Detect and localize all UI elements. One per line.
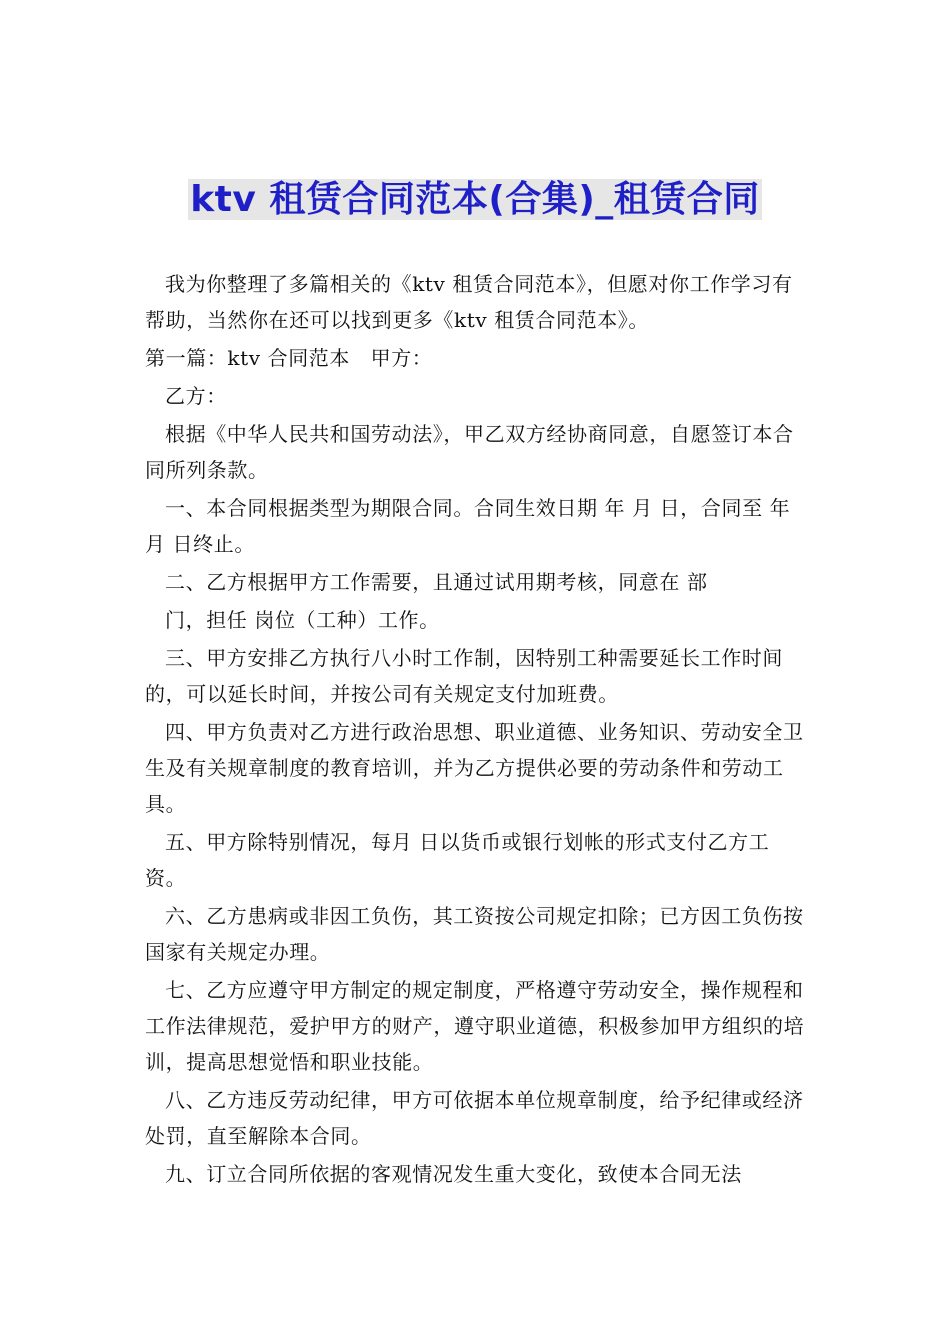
paragraph-clause-4: 四、甲方负责对乙方进行政治思想、职业道德、业务知识、劳动安全卫生及有关规章制度的教育培训，并为乙方提供必要的劳动条件和劳动工具。 bbox=[145, 720, 804, 816]
paragraph-clause-8: 八、乙方违反劳动纪律，甲方可依据本单位规章制度，给予纪律或经济处罚，直至解除本合同。 bbox=[145, 1088, 804, 1148]
paragraph-clause-7: 七、乙方应遵守甲方制定的规定制度，严格遵守劳动安全，操作规程和工作法律规范，爱护甲方的财产，遵守职业道德，积极参加甲方组织的培训，提高思想觉悟和职业技能。 bbox=[145, 978, 805, 1074]
paragraph-clause-6: 六、乙方患病或非因工负伤，其工资按公司规定扣除；已方因工负伤按国家有关规定办理。 bbox=[145, 904, 804, 964]
paragraph-clause-3: 三、甲方安排乙方执行八小时工作制，因特别工种需要延长工作时间的，可以延长时间，并按公司有关规定支付加班费。 bbox=[145, 646, 783, 706]
document-title bbox=[145, 176, 805, 224]
paragraph-party-b: 乙方： bbox=[165, 384, 227, 408]
document-body bbox=[145, 266, 805, 1192]
paragraph-clause-1: 一、本合同根据类型为期限合同。合同生效日期 年 月 日，合同至 年 月 日终止。 bbox=[145, 496, 791, 556]
paragraph-intro: 我为你整理了多篇相关的《ktv 租赁合同范本》，但愿对你工作学习有帮助，当然你在还可以找到更多《ktv 租赁合同范本》。 bbox=[145, 272, 793, 332]
paragraph-clause-2: 二、乙方根据甲方工作需要，且通过试用期考核，同意在 部 bbox=[165, 570, 708, 594]
paragraph-clause-5: 五、甲方除特别情况，每月 日以货币或银行划帐的形式支付乙方工资。 bbox=[145, 830, 770, 890]
paragraph-preamble: 根据《中华人民共和国劳动法》，甲乙双方经协商同意，自愿签订本合同所列条款。 bbox=[145, 422, 794, 482]
document-title-text: ktv 租赁合同范本(合集)_租赁合同 bbox=[190, 179, 760, 220]
paragraph-clause-9: 九、订立合同所依据的客观情况发生重大变化，致使本合同无法 bbox=[165, 1162, 742, 1186]
paragraph-section-heading: 第一篇：ktv 合同范本 甲方： bbox=[145, 346, 433, 370]
paragraph-clause-2-cont: 门，担任 岗位（工种）工作。 bbox=[165, 608, 440, 632]
